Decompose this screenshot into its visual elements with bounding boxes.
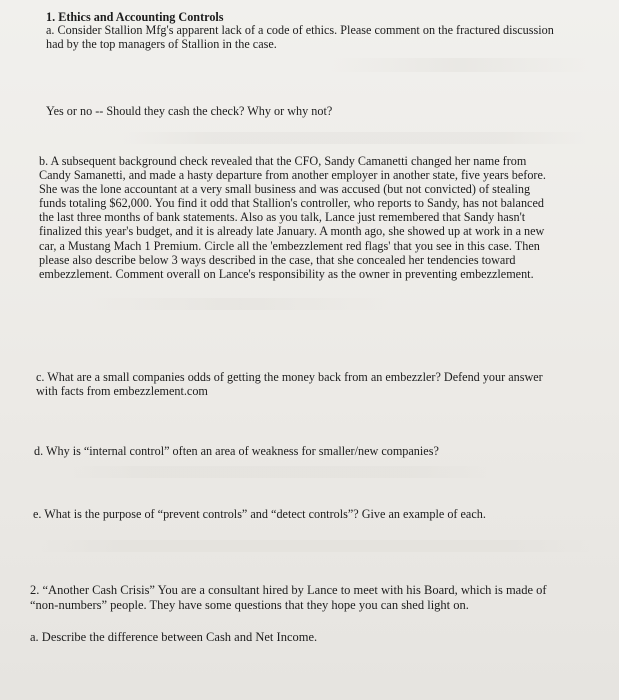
question-1b: [39, 154, 546, 281]
question-1a: [46, 23, 554, 51]
question-1a-yes-no: Yes or no -- Should they cash the check? Why or why not?: [46, 104, 333, 118]
question-1b-line: finalized this year's budget, and it is already late January. A month ago, she showed up at work in a new: [39, 224, 545, 239]
bleed-through-mark: [330, 58, 590, 72]
question-1b-line: funds totaling $62,000. You find it odd that Stallion's controller, who reports to Sandy, has not balanced: [39, 196, 544, 211]
question-1a-line: a. Consider Stallion Mfg's apparent lack of a code of ethics. Please comment on the fractured discussion: [46, 23, 554, 37]
section-2-line: “non-numbers” people. They have some questions that they hope you can shed light on.: [30, 598, 469, 612]
question-1e: e. What is the purpose of “prevent controls” and “detect controls”? Give an example of each.: [33, 507, 486, 521]
question-1b-line: the last three months of bank statements. Also as you talk, Lance just remembered that Sandy hasn't: [39, 210, 526, 225]
question-1c-line: with facts from embezzlement.com: [36, 384, 208, 398]
question-2a: a. Describe the difference between Cash and Net Income.: [30, 630, 318, 644]
bleed-through-mark: [60, 466, 500, 478]
question-1c: [36, 370, 543, 398]
section-1-title: 1. Ethics and Accounting Controls: [46, 10, 224, 24]
question-1b-line: b. A subsequent background check revealed that the CFO, Sandy Camanetti changed her name from: [39, 154, 527, 168]
question-1b-line: She was the lone accountant at a very small business and was accused (but not convicted) of stealing: [39, 182, 531, 197]
section-2-line: 2. “Another Cash Crisis” You are a consultant hired by Lance to meet with his Board, which is made of: [30, 583, 547, 597]
bleed-through-mark: [40, 540, 590, 552]
question-1a-line: had by the top managers of Stallion in the case.: [46, 37, 277, 51]
question-1d: d. Why is “internal control” often an area of weakness for smaller/new companies?: [34, 444, 439, 458]
section-2-intro: [30, 583, 547, 613]
question-1c-line: c. What are a small companies odds of getting the money back from an embezzler? Defend your answer: [36, 370, 543, 384]
bleed-through-mark: [120, 132, 590, 144]
question-1b-line: Candy Samanetti, and made a hasty departure from another employer in another state, five years before.: [39, 168, 546, 183]
question-1b-line: car, a Mustang Mach 1 Premium. Circle all the 'embezzlement red flags' that you see in this case. Then: [39, 238, 540, 253]
question-1b-line: please also describe below 3 ways described in the case, that she concealed her tendencies toward: [39, 252, 516, 267]
question-1b-line: embezzlement. Comment overall on Lance's responsibility as the owner in preventing embezzlement.: [39, 266, 534, 281]
bleed-through-mark: [90, 298, 390, 310]
